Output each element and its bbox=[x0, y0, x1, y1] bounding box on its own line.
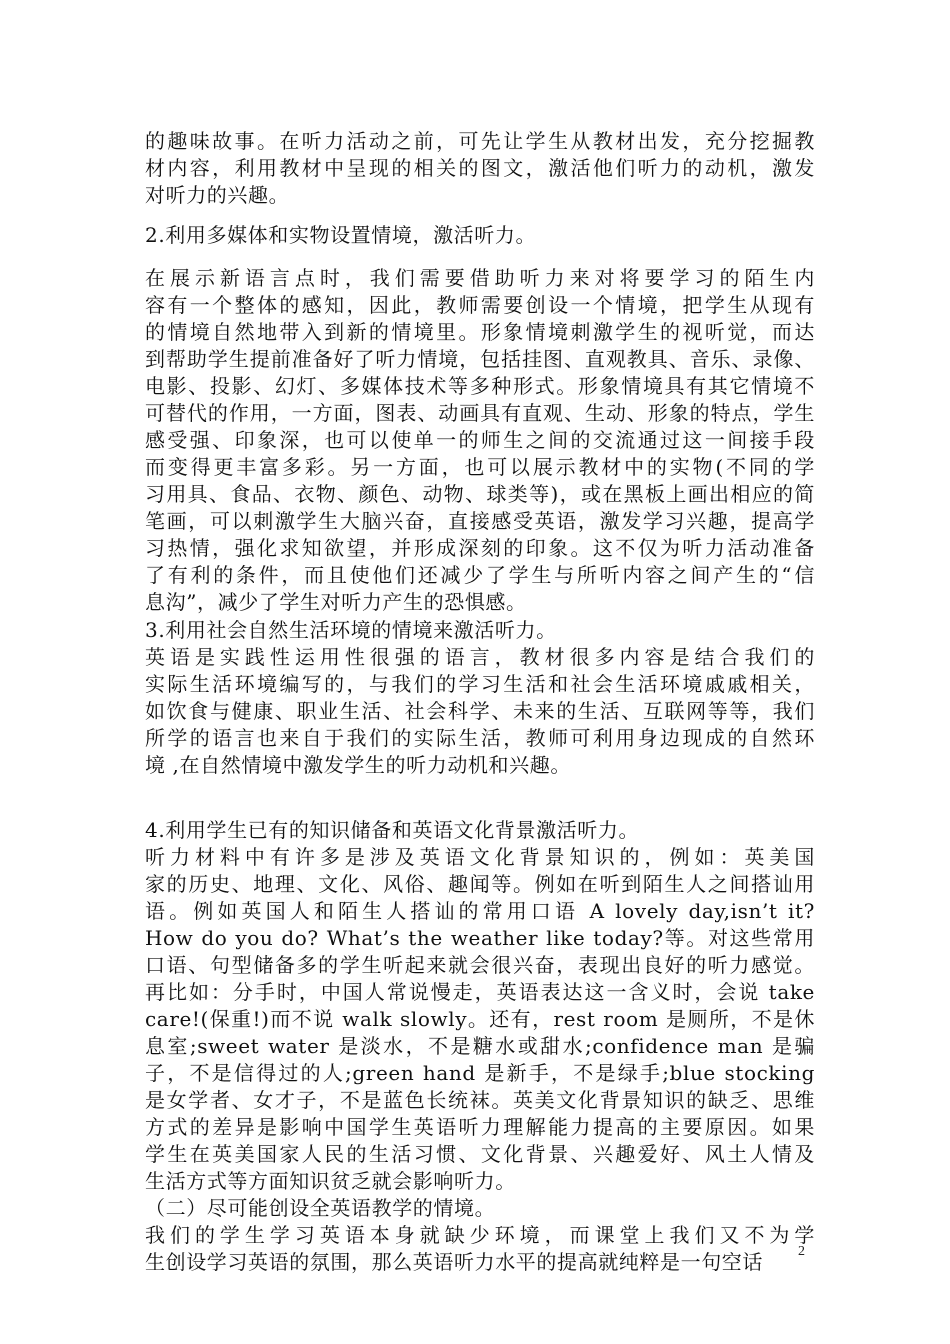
text-line: 方式的差异是影响中国学生英语听力理解能力提高的主要原因。如果 bbox=[145, 1115, 815, 1139]
text-line: 的趣味故事。在听力活动之前，可先让学生从教材出发，充分挖掘教 bbox=[145, 129, 815, 153]
text-line: care!(保重!)而不说 walk slowly。还有，rest room 是厕所，不是休 bbox=[145, 1007, 815, 1031]
text-line: 笔画，可以刺激学生大脑兴奋，直接感受英语，激发学习兴趣，提高学 bbox=[145, 509, 815, 533]
text-line: 我们的学生学习英语本身就缺少环境，而课堂上我们又不为学 bbox=[145, 1223, 815, 1247]
text-line: 息室;sweet water 是淡水，不是糖水或甜水;confidence man 是骗 bbox=[145, 1034, 815, 1058]
text-line: 境 ,在自然情境中激发学生的听力动机和兴趣。 bbox=[145, 753, 571, 777]
text-line: 子，不是信得过的人;green hand 是新手，不是绿手;blue stocking bbox=[145, 1061, 815, 1085]
text-line: 生创设学习英语的氛围，那么英语听力水平的提高就纯粹是一句空话 bbox=[145, 1250, 763, 1274]
page-number: 2 bbox=[798, 1244, 805, 1259]
text-line: 在展示新语言点时，我们需要借助听力来对将要学习的陌生内 bbox=[145, 266, 815, 290]
text-line: How do you do? What’s the weather like today?等。对这些常用 bbox=[145, 926, 815, 950]
text-line: 习热情，强化求知欲望，并形成深刻的印象。这不仅为听力活动准备 bbox=[145, 536, 815, 560]
text-line: 到帮助学生提前准备好了听力情境，包括挂图、直观教具、音乐、录像、 bbox=[145, 347, 815, 371]
text-line: 生活方式等方面知识贫乏就会影响听力。 bbox=[145, 1169, 516, 1193]
text-line: 再比如：分手时，中国人常说慢走，英语表达这一含义时，会说 take bbox=[145, 980, 815, 1004]
text-line: 家的历史、地理、文化、风俗、趣闻等。例如在听到陌生人之间搭讪用 bbox=[145, 872, 815, 896]
text-line: 可替代的作用，一方面，图表、动画具有直观、生动、形象的特点，学生 bbox=[145, 401, 815, 425]
text-line: 如饮食与健康、职业生活、社会科学、未来的生活、互联网等等，我们 bbox=[145, 699, 815, 723]
text-line: 容有一个整体的感知，因此，教师需要创设一个情境，把学生从现有 bbox=[145, 293, 815, 317]
text-line: 电影、投影、幻灯、多媒体技术等多种形式。形象情境具有其它情境不 bbox=[145, 374, 815, 398]
text-line: 口语、句型储备多的学生听起来就会很兴奋，表现出良好的听力感觉。 bbox=[145, 953, 815, 977]
text-line: 语。例如英国人和陌生人搭讪的常用口语 A lovely day,isn’t it? bbox=[145, 899, 815, 923]
text-line: 的情境自然地带入到新的情境里。形象情境刺激学生的视听觉，而达 bbox=[145, 320, 815, 344]
text-line: 材内容，利用教材中呈现的相关的图文，激活他们听力的动机，激发 bbox=[145, 156, 815, 180]
text-line: 学生在英美国家人民的生活习惯、文化背景、兴趣爱好、风土人情及 bbox=[145, 1142, 815, 1166]
text-line: 英语是实践性运用性很强的语言，教材很多内容是结合我们的 bbox=[145, 645, 815, 669]
text-line: （二）尽可能创设全英语教学的情境。 bbox=[145, 1196, 496, 1220]
text-line: 2.利用多媒体和实物设置情境，激活听力。 bbox=[145, 223, 537, 247]
text-line: 4.利用学生已有的知识储备和英语文化背景激活听力。 bbox=[145, 818, 640, 842]
text-line: 对听力的兴趣。 bbox=[145, 183, 290, 207]
text-line: 所学的语言也来自于我们的实际生活，教师可利用身边现成的自然环 bbox=[145, 726, 815, 750]
text-line: 而变得更丰富多彩。另一方面，也可以展示教材中的实物(不同的学 bbox=[145, 455, 815, 479]
text-line: 感受强、印象深，也可以使单一的师生之间的交流通过这一间接手段 bbox=[145, 428, 815, 452]
text-line: 息沟”，减少了学生对听力产生的恐惧感。 bbox=[145, 590, 527, 614]
text-line: 3.利用社会自然生活环境的情境来激活听力。 bbox=[145, 618, 557, 642]
text-line: 实际生活环境编写的，与我们的学习生活和社会生活环境戚戚相关， bbox=[145, 672, 815, 696]
text-line: 习用具、食品、衣物、颜色、动物、球类等)，或在黑板上画出相应的简 bbox=[145, 482, 815, 506]
text-line: 听力材料中有许多是涉及英语文化背景知识的，例如：英美国 bbox=[145, 845, 815, 869]
text-line: 是女学者、女才子，不是蓝色长统袜。英美文化背景知识的缺乏、思维 bbox=[145, 1088, 815, 1112]
text-line: 了有利的条件，而且使他们还减少了学生与所听内容之间产生的“信 bbox=[145, 563, 815, 587]
